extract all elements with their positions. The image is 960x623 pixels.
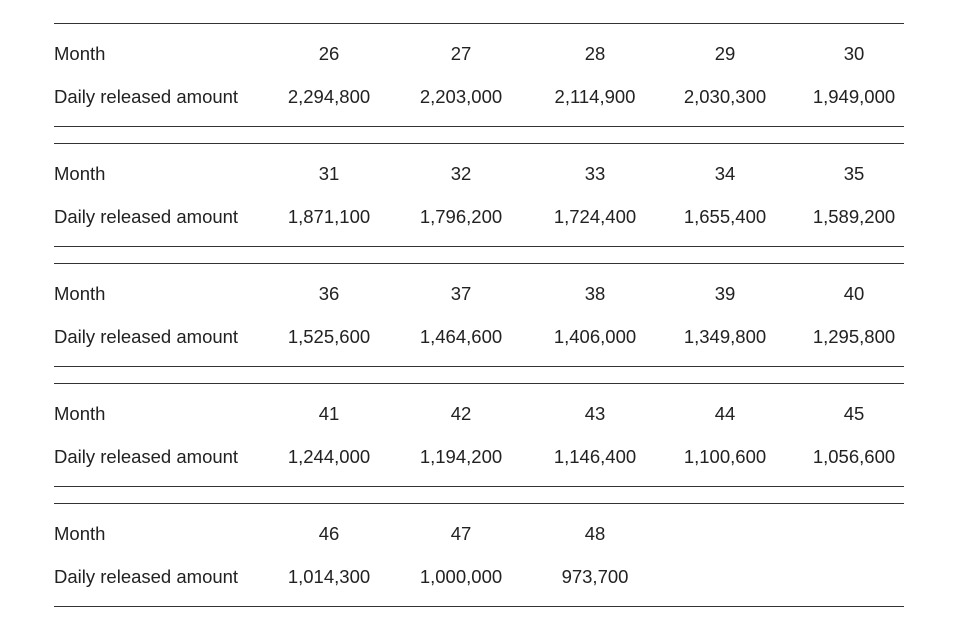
- month-cell: 27: [450, 43, 472, 64]
- month-cell: 41: [318, 403, 340, 424]
- month-row: [54, 403, 904, 425]
- month-row: [54, 163, 904, 185]
- amount-cell: 1,796,200: [419, 206, 503, 227]
- month-cell: 34: [714, 163, 736, 184]
- amount-cell: 1,146,400: [553, 446, 637, 467]
- top-rule: [54, 503, 904, 504]
- month-cell: 31: [318, 163, 340, 184]
- amount-cell: 2,030,300: [683, 86, 767, 107]
- month-cell: 36: [318, 283, 340, 304]
- amount-row-label: Daily released amount: [54, 446, 239, 467]
- amount-row: [54, 446, 904, 468]
- month-cell: 47: [450, 523, 472, 544]
- month-cell: 43: [584, 403, 606, 424]
- month-cell: 28: [584, 43, 606, 64]
- month-cell: 46: [318, 523, 340, 544]
- amount-cell: 2,203,000: [419, 86, 503, 107]
- table-block: [54, 383, 904, 503]
- amount-cell: 1,014,300: [287, 566, 371, 587]
- amount-cell: 1,724,400: [553, 206, 637, 227]
- amount-row: [54, 86, 904, 108]
- bottom-rule: [54, 246, 904, 247]
- amount-cell: 2,114,900: [554, 86, 636, 107]
- amount-row: [54, 566, 904, 588]
- amount-cell: 1,406,000: [553, 326, 637, 347]
- amount-row-label: Daily released amount: [54, 326, 239, 347]
- month-cell: 45: [843, 403, 865, 424]
- table-block: [54, 263, 904, 383]
- bottom-rule: [54, 126, 904, 127]
- month-cell: 38: [584, 283, 606, 304]
- month-row-label: Month: [54, 523, 106, 544]
- amount-row-label: Daily released amount: [54, 86, 239, 107]
- month-cell: 32: [450, 163, 472, 184]
- amount-cell: 1,056,600: [812, 446, 896, 467]
- month-row: [54, 43, 904, 65]
- month-cell: 26: [318, 43, 340, 64]
- month-cell: 30: [843, 43, 865, 64]
- amount-cell: 2,294,800: [287, 86, 371, 107]
- table-block: [54, 143, 904, 263]
- month-cell: 39: [714, 283, 736, 304]
- amount-row-label: Daily released amount: [54, 566, 239, 587]
- month-row: [54, 523, 904, 545]
- top-rule: [54, 263, 904, 264]
- month-row-label: Month: [54, 403, 106, 424]
- month-row-label: Month: [54, 43, 106, 64]
- bottom-rule: [54, 486, 904, 487]
- month-row-label: Month: [54, 283, 106, 304]
- amount-cell: 1,100,600: [683, 446, 767, 467]
- month-cell: 37: [450, 283, 472, 304]
- month-cell: 33: [584, 163, 606, 184]
- amount-cell: 1,349,800: [683, 326, 767, 347]
- month-cell: 48: [584, 523, 606, 544]
- table-block: [54, 503, 904, 623]
- amount-row: [54, 206, 904, 228]
- amount-cell: 1,525,600: [287, 326, 371, 347]
- month-row-label: Month: [54, 163, 106, 184]
- amount-cell: 1,949,000: [812, 86, 896, 107]
- month-cell: 35: [843, 163, 865, 184]
- bottom-rule: [54, 366, 904, 367]
- month-row: [54, 283, 904, 305]
- month-cell: 40: [843, 283, 865, 304]
- amount-cell: 1,589,200: [812, 206, 896, 227]
- amount-cell: 1,194,200: [419, 446, 503, 467]
- amount-cell: 973,700: [561, 566, 629, 587]
- month-cell: 29: [714, 43, 736, 64]
- bottom-rule: [54, 606, 904, 607]
- amount-cell: 1,871,100: [287, 206, 371, 227]
- amount-cell: 1,000,000: [419, 566, 503, 587]
- month-cell: 42: [450, 403, 472, 424]
- amount-cell: 1,244,000: [287, 446, 371, 467]
- release-schedule-table: [54, 23, 904, 623]
- amount-cell: 1,295,800: [812, 326, 896, 347]
- top-rule: [54, 383, 904, 384]
- top-rule: [54, 23, 904, 24]
- amount-cell: 1,655,400: [683, 206, 767, 227]
- amount-row: [54, 326, 904, 348]
- top-rule: [54, 143, 904, 144]
- amount-row-label: Daily released amount: [54, 206, 239, 227]
- month-cell: 44: [714, 403, 736, 424]
- amount-cell: 1,464,600: [419, 326, 503, 347]
- table-block: [54, 23, 904, 143]
